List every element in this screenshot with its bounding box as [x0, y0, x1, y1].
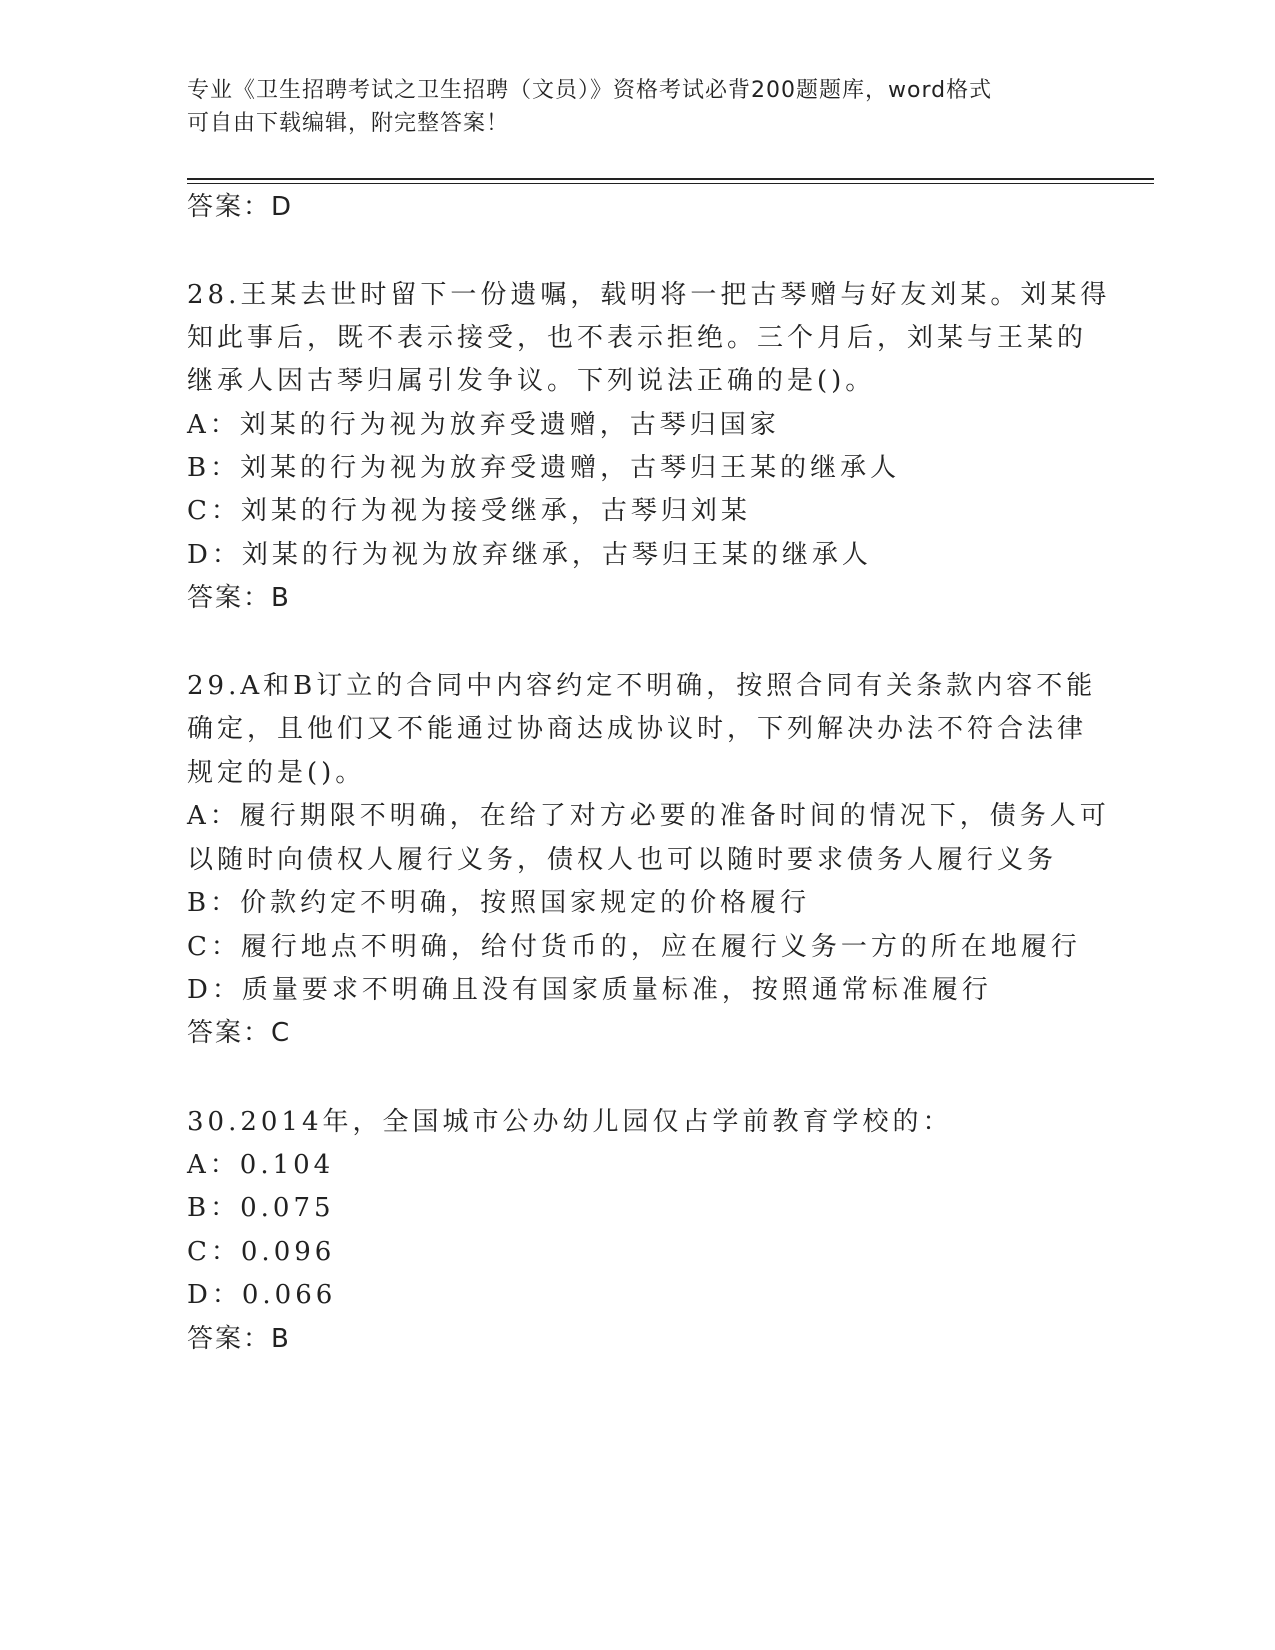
- document-header: [187, 74, 1087, 140]
- question-30-option-b: B：0.075: [187, 1193, 335, 1223]
- header-divider-thin: [187, 183, 1154, 184]
- question-30-answer: 答案：B: [187, 1324, 291, 1354]
- question-30-option-c: C：0.096: [187, 1237, 336, 1267]
- question-29-line-3: 规定的是()。: [187, 758, 366, 788]
- question-29-line-2: 确定，且他们又不能通过协商达成协议时，下列解决办法不符合法律: [187, 714, 1088, 744]
- question-29-option-c: C：履行地点不明确，给付货币的，应在履行义务一方的所在地履行: [187, 932, 1081, 962]
- question-30-option-a: A：0.104: [187, 1150, 335, 1180]
- question-29-line-1: 29.A和B订立的合同中内容约定不明确，按照合同有关条款内容不能: [187, 671, 1097, 701]
- question-29-option-b: B：价款约定不明确，按照国家规定的价格履行: [187, 888, 811, 918]
- question-28-line-3: 继承人因古琴归属引发争议。下列说法正确的是()。: [187, 366, 876, 396]
- question-28-answer: 答案：B: [187, 583, 291, 613]
- question-28-line-2: 知此事后，既不表示接受，也不表示拒绝。三个月后，刘某与王某的: [187, 323, 1088, 353]
- question-29-answer: 答案：C: [187, 1018, 292, 1048]
- header-divider-thick: [187, 178, 1154, 180]
- question-28-option-c: C：刘某的行为视为接受继承，古琴归刘某: [187, 496, 751, 526]
- question-30-option-d: D：0.066: [187, 1280, 337, 1310]
- question-29-option-a-line-2: 以随时向债权人履行义务，债权人也可以随时要求债务人履行义务: [187, 845, 1058, 875]
- question-28-option-a: A：刘某的行为视为放弃受遗赠，古琴归国家: [187, 410, 780, 440]
- header-line-2: 可自由下载编辑，附完整答案！: [187, 111, 510, 136]
- question-29-option-a-line-1: A：履行期限不明确，在给了对方必要的准备时间的情况下，债务人可: [187, 801, 1110, 831]
- question-28-line-1: 28.王某去世时留下一份遗嘱，载明将一把古琴赠与好友刘某。刘某得: [187, 280, 1111, 310]
- question-30-line-1: 30.2014年，全国城市公办幼儿园仅占学前教育学校的：: [187, 1107, 953, 1137]
- answer-previous: 答案：D: [187, 192, 294, 222]
- header-line-1: 专业《卫生招聘考试之卫生招聘（文员）》资格考试必背200题题库，word格式: [187, 78, 993, 103]
- question-29-option-d: D：质量要求不明确且没有国家质量标准，按照通常标准履行: [187, 975, 992, 1005]
- question-28-option-d: D：刘某的行为视为放弃继承，古琴归王某的继承人: [187, 540, 872, 570]
- question-28-option-b: B：刘某的行为视为放弃受遗赠，古琴归王某的继承人: [187, 453, 901, 483]
